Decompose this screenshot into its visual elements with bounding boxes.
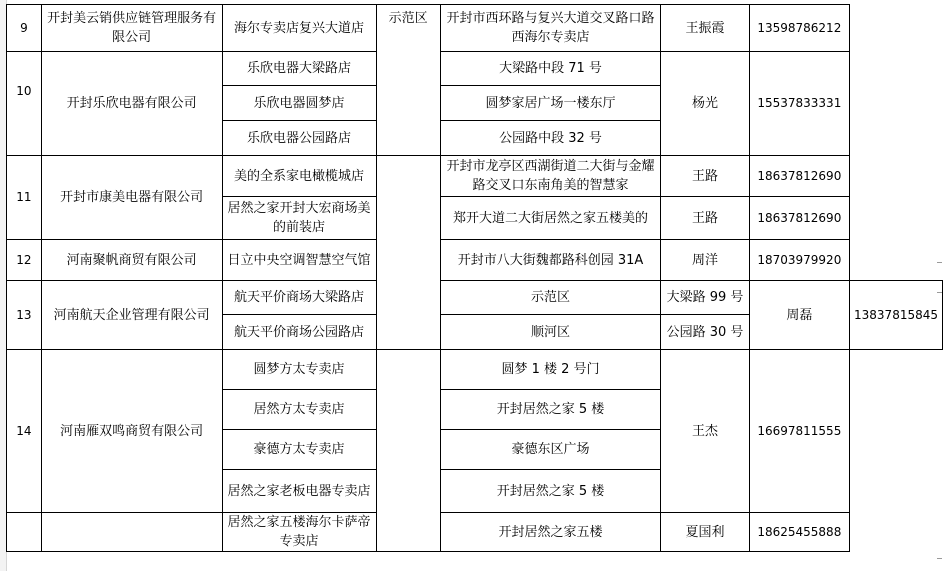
district-cell-empty [376, 156, 440, 350]
contact-person: 王路 [661, 156, 749, 197]
phone-number: 13598786212 [749, 5, 849, 52]
phone-number: 18625455888 [749, 513, 849, 552]
store-address: 公园路中段 32 号 [440, 121, 661, 156]
row-number: 12 [7, 240, 42, 281]
company-name: 开封市康美电器有限公司 [41, 156, 222, 240]
table-row [7, 513, 943, 552]
store-address: 圆梦 1 楼 2 号门 [440, 350, 661, 390]
row-number: 10 [7, 52, 42, 156]
phone-number: 18703979920 [749, 240, 849, 281]
store-name: 豪德方太专卖店 [222, 430, 376, 470]
store-address: 开封市龙亭区西湖街道二大街与金耀路交叉口东南角美的智慧家 [440, 156, 661, 197]
store-name: 航天平价商场公园路店 [222, 315, 376, 350]
table-row [7, 240, 943, 281]
store-address: 开封居然之家五楼 [440, 513, 661, 552]
company-name: 开封美云销供应链管理服务有限公司 [41, 5, 222, 52]
ruler-mark [937, 558, 942, 559]
company-name: 开封乐欣电器有限公司 [41, 52, 222, 156]
store-address: 开封市八大街魏都路科创园 31A [440, 240, 661, 281]
company-name: 河南雁双鸣商贸有限公司 [41, 350, 222, 513]
row-number: 13 [7, 281, 42, 350]
district-cell-empty [376, 350, 440, 552]
store-address: 豪德东区广场 [440, 430, 661, 470]
phone-number: 16697811555 [749, 350, 849, 513]
table-row [7, 5, 943, 52]
store-name: 海尔专卖店复兴大道店 [222, 5, 376, 52]
contact-person: 周洋 [661, 240, 749, 281]
contact-person: 周磊 [749, 281, 849, 350]
store-name: 美的全系家电橄榄城店 [222, 156, 376, 197]
phone-number: 13837815845 [850, 281, 943, 350]
contact-person: 杨光 [661, 52, 749, 156]
store-address: 开封居然之家 5 楼 [440, 470, 661, 513]
store-address: 郑开大道二大街居然之家五楼美的 [440, 197, 661, 240]
store-name: 居然之家老板电器专卖店 [222, 470, 376, 513]
company-name: 河南航天企业管理有限公司 [41, 281, 222, 350]
contact-person: 王振霞 [661, 5, 749, 52]
phone-number: 15537833331 [749, 52, 849, 156]
store-address: 开封居然之家 5 楼 [440, 390, 661, 430]
contact-person: 王杰 [661, 350, 749, 513]
table-row [7, 350, 943, 390]
store-address: 开封市西环路与复兴大道交叉路口路西海尔专卖店 [440, 5, 661, 52]
store-name: 居然之家开封大宏商场美的前装店 [222, 197, 376, 240]
store-address: 大梁路中段 71 号 [440, 52, 661, 86]
table-row [7, 156, 943, 197]
contact-person: 王路 [661, 197, 749, 240]
store-name: 居然方太专卖店 [222, 390, 376, 430]
district-cell: 顺河区 [440, 315, 661, 350]
district-cell: 示范区 [376, 5, 440, 156]
dealer-table [6, 4, 943, 552]
row-number: 11 [7, 156, 42, 240]
row-number [7, 513, 42, 552]
store-name: 日立中央空调智慧空气馆 [222, 240, 376, 281]
store-address: 公园路 30 号 [661, 315, 749, 350]
contact-person: 夏国利 [661, 513, 749, 552]
row-number: 14 [7, 350, 42, 513]
district-cell: 示范区 [440, 281, 661, 315]
store-name: 乐欣电器公园路店 [222, 121, 376, 156]
store-name: 航天平价商场大梁路店 [222, 281, 376, 315]
table-row [7, 52, 943, 86]
store-address: 圆梦家居广场一楼东厅 [440, 86, 661, 121]
company-name [41, 513, 222, 552]
company-name: 河南聚帆商贸有限公司 [41, 240, 222, 281]
table-row [7, 281, 943, 315]
phone-number: 18637812690 [749, 197, 849, 240]
store-address: 大梁路 99 号 [661, 281, 749, 315]
store-name: 乐欣电器圆梦店 [222, 86, 376, 121]
store-name: 居然之家五楼海尔卡萨帝专卖店 [222, 513, 376, 552]
row-number: 9 [7, 5, 42, 52]
phone-number: 18637812690 [749, 156, 849, 197]
store-name: 圆梦方太专卖店 [222, 350, 376, 390]
store-name: 乐欣电器大梁路店 [222, 52, 376, 86]
